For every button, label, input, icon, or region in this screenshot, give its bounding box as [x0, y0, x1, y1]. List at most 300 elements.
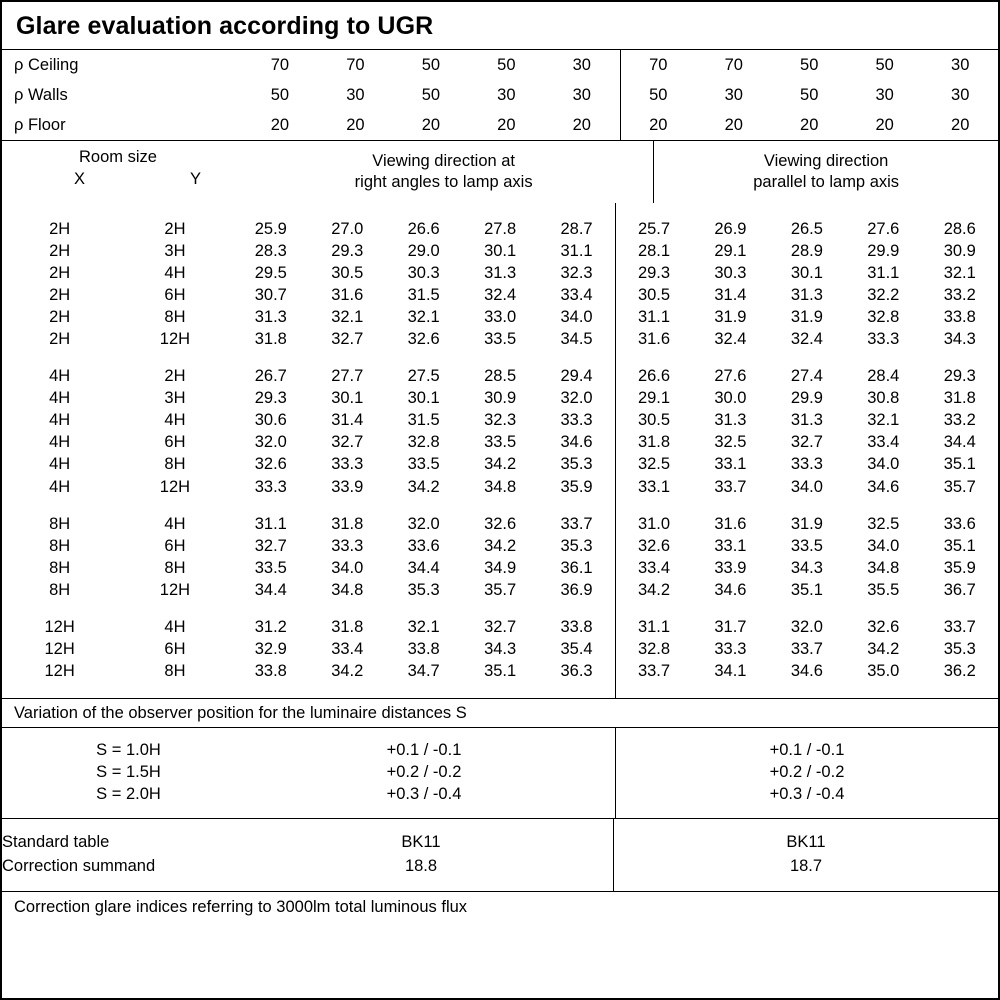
cell: 32.7: [331, 433, 364, 452]
cell: 33.9: [714, 558, 747, 577]
cell: 33.8: [254, 662, 287, 681]
cell: 34.0: [331, 558, 364, 577]
left-group-line2: right angles to lamp axis: [354, 173, 533, 191]
cell: 31.6: [714, 514, 747, 533]
row-x: 2H: [49, 219, 71, 238]
cell: 30.5: [615, 284, 692, 306]
table-row: [2, 762, 998, 784]
cell: 30.1: [790, 263, 823, 282]
cell: 36.7: [943, 580, 976, 599]
variation-right-3: +0.3 / -0.4: [615, 784, 998, 806]
cell: 27.8: [484, 219, 517, 238]
row-x: 8H: [49, 558, 71, 577]
cell: 29.3: [943, 367, 976, 386]
row-y: 4H: [164, 618, 186, 637]
left-group-line1: Viewing direction at: [372, 152, 516, 171]
cell: 30.3: [714, 263, 747, 282]
cell: 32.9: [254, 640, 287, 659]
cell: 30.5: [615, 410, 692, 432]
cell: 34.8: [484, 477, 517, 496]
rho-walls-v4: 30: [497, 85, 516, 104]
row-x: 4H: [49, 455, 71, 474]
cell: 29.3: [331, 241, 364, 260]
cell: 33.7: [615, 661, 692, 683]
cell: 27.6: [714, 367, 747, 386]
cell: 34.8: [867, 558, 900, 577]
correction-summand-right: 18.7: [614, 855, 999, 879]
table-row: [2, 218, 998, 240]
cell: 31.0: [615, 513, 692, 535]
table-row: [2, 366, 998, 388]
cell: 32.6: [484, 514, 517, 533]
cell: 31.2: [254, 618, 287, 637]
cell: 33.8: [560, 618, 593, 637]
cell: 35.1: [790, 580, 823, 599]
table-row: [2, 740, 998, 762]
cell: 29.3: [615, 262, 692, 284]
cell: 33.7: [943, 618, 976, 637]
row-y: 8H: [164, 558, 186, 577]
cell: 30.0: [714, 389, 747, 408]
cell: 33.1: [615, 476, 692, 498]
row-x: 2H: [49, 307, 71, 326]
cell: 29.4: [560, 367, 593, 386]
rho-ceiling-v1: 70: [270, 55, 290, 74]
cell: 34.0: [867, 455, 900, 474]
cell: 33.3: [714, 640, 747, 659]
row-y: 6H: [164, 640, 186, 659]
variation-right-1: +0.1 / -0.1: [615, 740, 998, 762]
row-x: 12H: [44, 640, 75, 659]
cell: 35.3: [943, 640, 976, 659]
cell: 32.3: [560, 263, 593, 282]
rho-ceiling-v10: 30: [951, 55, 970, 74]
row-x: 2H: [49, 330, 71, 349]
cell: 31.8: [331, 618, 364, 637]
cell: 28.9: [790, 241, 823, 260]
cell: 32.7: [254, 536, 287, 555]
cell: 33.6: [943, 514, 976, 533]
cell: 35.4: [560, 640, 593, 659]
cell: 30.5: [331, 263, 364, 282]
cell: 32.5: [714, 433, 747, 452]
cell: 34.7: [407, 662, 440, 681]
room-size-x-label: X: [74, 170, 86, 188]
cell: 33.1: [714, 455, 747, 474]
cell: 29.1: [615, 388, 692, 410]
cell: 35.7: [484, 580, 517, 599]
cell: 32.4: [714, 330, 747, 349]
cell: 32.6: [867, 618, 900, 637]
table-row: [2, 284, 998, 306]
table-row: [2, 80, 998, 110]
cell: 32.0: [407, 514, 440, 533]
row-x: 12H: [44, 662, 75, 681]
cell: 33.3: [331, 455, 364, 474]
table-row: [2, 110, 998, 140]
standard-table-right: BK11: [614, 831, 999, 855]
cell: 31.9: [790, 307, 823, 326]
rho-ceiling-v5: 30: [572, 55, 591, 74]
cell: 33.5: [484, 330, 517, 349]
reflectance-table: [2, 50, 998, 140]
row-x: 8H: [49, 580, 71, 599]
cell: 27.4: [790, 367, 823, 386]
cell: 32.2: [867, 285, 900, 304]
cell: 28.6: [943, 219, 976, 238]
cell: 32.0: [560, 389, 593, 408]
row-x: 2H: [49, 285, 71, 304]
cell: 33.4: [615, 557, 692, 579]
rho-walls-v8: 50: [800, 85, 819, 104]
cell: 26.7: [254, 367, 287, 386]
cell: 27.7: [331, 367, 364, 386]
cell: 28.4: [867, 367, 900, 386]
rho-walls-v9: 30: [875, 85, 894, 104]
cell: 35.1: [484, 662, 517, 681]
cell: 31.7: [714, 618, 747, 637]
variation-label-3: S = 2.0H: [96, 785, 161, 804]
cell: 30.9: [484, 389, 517, 408]
cell: 31.1: [615, 617, 692, 639]
correction-summand-label: Correction summand: [2, 857, 156, 876]
spacer-row: [2, 683, 998, 698]
cell: 30.1: [331, 389, 364, 408]
table-row: [2, 513, 998, 535]
cell: 34.9: [484, 558, 517, 577]
table-row: [2, 661, 998, 683]
spacer-row: [2, 728, 998, 740]
table-row: [2, 328, 998, 350]
cell: 31.8: [943, 389, 976, 408]
cell: 33.4: [867, 433, 900, 452]
table-row: [2, 141, 998, 203]
page-title: Glare evaluation according to UGR: [16, 12, 434, 40]
row-x: 2H: [49, 241, 71, 260]
table-row: [2, 432, 998, 454]
cell: 36.9: [560, 580, 593, 599]
row-y: 4H: [164, 514, 186, 533]
table-row: [2, 454, 998, 476]
cell: 32.7: [331, 330, 364, 349]
rho-walls-v7: 30: [724, 85, 743, 104]
cell: 32.6: [615, 535, 692, 557]
rho-walls-v10: 30: [951, 85, 970, 104]
rho-floor-v8: 20: [800, 115, 819, 134]
cell: 32.0: [254, 433, 287, 452]
row-x: 12H: [44, 618, 75, 637]
cell: 32.1: [407, 618, 440, 637]
cell: 34.2: [615, 579, 692, 601]
cell: 33.8: [407, 640, 440, 659]
cell: 34.3: [943, 330, 976, 349]
cell: 34.2: [867, 640, 900, 659]
cell: 33.4: [560, 285, 593, 304]
cell: 31.8: [254, 330, 287, 349]
cell: 31.4: [331, 411, 364, 430]
cell: 32.6: [407, 330, 440, 349]
cell: 36.3: [560, 662, 593, 681]
rho-walls-label: ρ Walls: [14, 85, 68, 104]
variation-left-1: +0.1 / -0.1: [386, 741, 462, 760]
right-group-header: [654, 141, 998, 203]
cell: 28.3: [254, 241, 287, 260]
cell: 33.7: [560, 514, 593, 533]
cell: 33.6: [407, 536, 440, 555]
cell: 32.7: [484, 618, 517, 637]
cell: 32.1: [867, 411, 900, 430]
cell: 32.4: [790, 330, 823, 349]
cell: 35.3: [560, 455, 593, 474]
cell: 35.0: [867, 662, 900, 681]
cell: 31.6: [615, 328, 692, 350]
cell: 33.3: [867, 330, 900, 349]
cell: 32.4: [484, 285, 517, 304]
cell: 33.9: [331, 477, 364, 496]
cell: 27.0: [331, 219, 364, 238]
variation-left-3: +0.3 / -0.4: [386, 785, 462, 804]
cell: 32.8: [615, 639, 692, 661]
spacer-row: [2, 602, 998, 617]
rho-ceiling-v9: 50: [875, 55, 894, 74]
cell: 28.1: [615, 240, 692, 262]
rho-floor-v6: 20: [620, 110, 696, 140]
rho-floor-v4: 20: [497, 115, 516, 134]
rho-walls-v2: 30: [346, 85, 365, 104]
cell: 29.1: [714, 241, 747, 260]
rho-ceiling-label: ρ Ceiling: [14, 55, 79, 74]
cell: 32.6: [254, 455, 287, 474]
rho-floor-v3: 20: [421, 115, 441, 134]
rho-floor-label: ρ Floor: [14, 115, 66, 134]
correction-summand-left: 18.8: [404, 857, 438, 876]
row-y: 2H: [164, 367, 186, 386]
cell: 35.1: [943, 455, 976, 474]
cell: 31.5: [407, 285, 440, 304]
cell: 34.5: [560, 330, 593, 349]
cell: 29.9: [867, 241, 900, 260]
variation-right-2: +0.2 / -0.2: [615, 762, 998, 784]
row-x: 8H: [49, 514, 71, 533]
cell: 30.1: [484, 241, 517, 260]
table-row: [2, 784, 998, 806]
cell: 31.3: [714, 411, 747, 430]
rho-ceiling-v7: 70: [724, 55, 743, 74]
row-y: 8H: [164, 662, 186, 681]
cell: 30.7: [254, 285, 287, 304]
cell: 34.4: [407, 558, 440, 577]
cell: 33.2: [943, 411, 976, 430]
row-y: 3H: [164, 241, 186, 260]
rho-floor-v9: 20: [875, 115, 894, 134]
cell: 34.3: [484, 640, 517, 659]
rho-ceiling-v6: 70: [620, 50, 696, 80]
cell: 34.1: [714, 662, 747, 681]
left-group-header: [234, 141, 654, 203]
row-y: 12H: [159, 477, 191, 496]
cell: 35.9: [943, 558, 976, 577]
cell: 34.4: [943, 433, 976, 452]
column-group-header: [2, 141, 998, 203]
room-size-header: [2, 141, 234, 203]
row-y: 4H: [164, 263, 186, 282]
row-y: 8H: [164, 455, 186, 474]
cell: 31.3: [790, 285, 823, 304]
row-x: 4H: [49, 477, 71, 496]
cell: 36.1: [560, 558, 593, 577]
cell: 31.3: [790, 411, 823, 430]
row-y: 2H: [164, 219, 186, 238]
cell: 29.0: [407, 241, 440, 260]
row-x: 4H: [49, 411, 71, 430]
cell: 34.0: [790, 477, 823, 496]
cell: 33.3: [560, 411, 593, 430]
cell: 33.2: [943, 285, 976, 304]
row-y: 4H: [164, 411, 186, 430]
spacer-row: [2, 819, 998, 831]
cell: 25.7: [615, 218, 692, 240]
cell: 34.6: [560, 433, 593, 452]
table-row: [2, 639, 998, 661]
cell: 28.7: [560, 219, 593, 238]
spacer-row: [2, 879, 998, 891]
cell: 33.7: [790, 640, 823, 659]
cell: 30.8: [867, 389, 900, 408]
cell: 34.4: [254, 580, 287, 599]
cell: 31.3: [254, 307, 287, 326]
rho-floor-v10: 20: [951, 115, 970, 134]
cell: 32.5: [615, 454, 692, 476]
rho-walls-v5: 30: [572, 85, 591, 104]
cell: 35.9: [560, 477, 593, 496]
cell: 34.6: [714, 580, 747, 599]
table-row: [2, 388, 998, 410]
cell: 26.6: [407, 219, 440, 238]
cell: 34.2: [484, 536, 517, 555]
cell: 36.2: [943, 662, 976, 681]
cell: 31.4: [714, 285, 747, 304]
cell: 32.1: [331, 307, 364, 326]
cell: 31.6: [331, 285, 364, 304]
cell: 33.8: [943, 307, 976, 326]
standard-table-label: Standard table: [2, 833, 110, 852]
cell: 30.3: [407, 263, 440, 282]
cell: 31.3: [484, 263, 517, 282]
cell: 30.6: [254, 411, 287, 430]
cell: 33.0: [484, 307, 517, 326]
standard-table: [2, 819, 998, 891]
row-x: 4H: [49, 367, 71, 386]
rho-floor-v2: 20: [346, 115, 365, 134]
rho-floor-v7: 20: [724, 115, 743, 134]
spacer-row: [2, 806, 998, 818]
cell: 31.8: [615, 432, 692, 454]
cell: 33.7: [714, 477, 747, 496]
row-x: 2H: [49, 263, 71, 282]
cell: 31.9: [790, 514, 823, 533]
cell: 27.5: [407, 367, 440, 386]
cell: 33.5: [254, 558, 287, 577]
cell: 34.2: [484, 455, 517, 474]
room-size-y-label: Y: [190, 170, 202, 188]
cell: 34.8: [331, 580, 364, 599]
cell: 34.3: [790, 558, 823, 577]
cell: 27.6: [867, 219, 900, 238]
right-group-line1: Viewing direction: [763, 152, 889, 171]
standard-table-left: BK11: [401, 833, 441, 852]
cell: 31.1: [560, 241, 593, 260]
cell: 33.1: [714, 536, 747, 555]
rho-ceiling-v2: 70: [346, 55, 365, 74]
variation-left-2: +0.2 / -0.2: [386, 763, 462, 782]
row-y: 6H: [164, 433, 186, 452]
cell: 32.0: [790, 618, 823, 637]
row-y: 8H: [164, 307, 186, 326]
ugr-data-table: [2, 203, 998, 698]
table-row: [2, 557, 998, 579]
cell: 31.1: [254, 514, 287, 533]
spacer-row: [2, 351, 998, 366]
cell: 26.6: [615, 366, 692, 388]
row-x: 8H: [49, 536, 71, 555]
rho-floor-v5: 20: [572, 115, 591, 134]
cell: 35.3: [560, 536, 593, 555]
variation-label-2: S = 1.5H: [96, 763, 161, 782]
rho-ceiling-v3: 50: [421, 55, 441, 74]
table-row: [2, 579, 998, 601]
table-row: [2, 306, 998, 328]
cell: 35.7: [943, 477, 976, 496]
table-row: [2, 831, 998, 855]
room-size-label: Room size: [79, 148, 157, 166]
table-row: [2, 476, 998, 498]
rho-walls-v6: 50: [620, 80, 696, 110]
row-y: 3H: [164, 389, 186, 408]
cell: 34.0: [560, 307, 593, 326]
rho-walls-v1: 50: [270, 85, 290, 104]
cell: 31.1: [867, 263, 900, 282]
cell: 32.7: [790, 433, 823, 452]
table-row: [2, 535, 998, 557]
variation-note: Variation of the observer position for the luminaire distances S: [14, 703, 467, 722]
table-row: [2, 410, 998, 432]
rho-ceiling-v8: 50: [800, 55, 819, 74]
cell: 35.1: [943, 536, 976, 555]
cell: 32.1: [407, 307, 440, 326]
cell: 33.4: [331, 640, 364, 659]
cell: 34.6: [867, 477, 900, 496]
spacer-row: [2, 498, 998, 513]
row-y: 6H: [164, 285, 186, 304]
cell: 31.5: [407, 411, 440, 430]
cell: 32.5: [867, 514, 900, 533]
cell: 34.2: [331, 662, 364, 681]
cell: 33.3: [254, 477, 287, 496]
cell: 28.5: [484, 367, 517, 386]
cell: 26.9: [714, 219, 747, 238]
spacer-row: [2, 203, 998, 218]
table-row: [2, 240, 998, 262]
row-x: 4H: [49, 389, 71, 408]
variation-label-1: S = 1.0H: [96, 741, 161, 760]
row-y: 6H: [164, 536, 186, 555]
row-x: 4H: [49, 433, 71, 452]
table-row: [2, 617, 998, 639]
cell: 34.0: [867, 536, 900, 555]
footer-note: Correction glare indices referring to 3000lm total luminous flux: [14, 897, 468, 916]
cell: 32.1: [943, 263, 976, 282]
cell: 32.8: [867, 307, 900, 326]
